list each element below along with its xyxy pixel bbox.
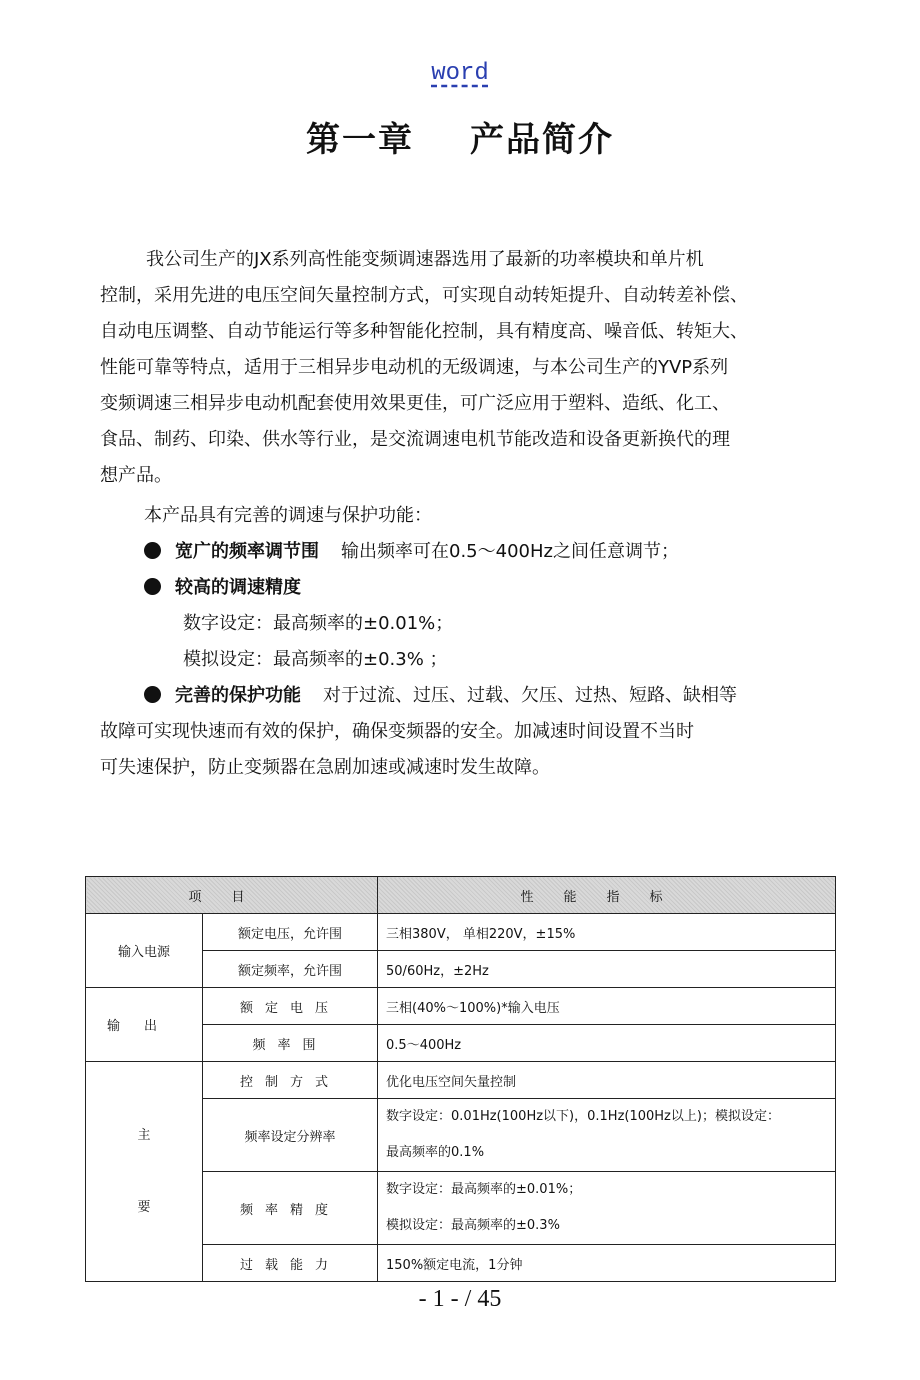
feature-freq-range	[100, 534, 866, 570]
group-output: 输出	[86, 988, 203, 1062]
row-value-line: 最高频率的0.1%	[386, 1145, 485, 1160]
header-word-link[interactable]	[0, 60, 920, 87]
row-value-line: 数字设定：最高频率的±0.01%；	[386, 1182, 582, 1197]
table-row	[86, 988, 836, 1025]
row-label: 控制方式	[203, 1062, 378, 1099]
protection-desc-line: 可失速保护，防止变频器在急剧加速或减速时发生故障。	[100, 757, 550, 778]
table-row	[86, 1062, 836, 1099]
precision-digital: 数字设定：最高频率的±0.01%；	[183, 613, 454, 634]
row-value-line: 模拟设定：最高频率的±0.3%	[386, 1218, 560, 1233]
intro-line: 控制，采用先进的电压空间矢量控制方式，可实现自动转矩提升、自动转差补偿、	[100, 285, 748, 306]
row-label: 额定频率，允许围	[203, 951, 378, 988]
intro-line: 变频调速三相异步电动机配套使用效果更佳，可广泛应用于塑料、造纸、化工、	[100, 393, 730, 414]
intro-line: 性能可靠等特点，适用于三相异步电动机的无级调速，与本公司生产的YVP系列	[100, 357, 729, 378]
group-input-power: 输入电源	[86, 914, 203, 988]
row-value: 三相(40%～100%)*输入电压	[378, 988, 836, 1025]
row-label: 频率围	[203, 1025, 378, 1062]
row-label: 额定电压，允许围	[203, 914, 378, 951]
intro-line: 自动电压调整、自动节能运行等多种智能化控制，具有精度高、噪音低、转矩大、	[100, 321, 748, 342]
feature-protection	[100, 678, 866, 714]
features-intro: 本产品具有完善的调速与保护功能：	[144, 505, 432, 526]
row-value: 三相380V， 单相220V，±15%	[378, 914, 836, 951]
page-number: - 1 - / 45	[418, 1286, 502, 1312]
bullet-icon	[144, 542, 161, 559]
feature-title: 较高的调速精度	[175, 577, 301, 598]
feature-title: 完善的保护功能	[175, 685, 301, 706]
intro-line: 我公司生产的JX系列高性能变频调速器选用了最新的功率模块和单片机	[146, 249, 704, 270]
spec-table	[85, 876, 836, 1282]
header-spec: 性能指标	[378, 877, 836, 914]
bullet-icon	[144, 578, 161, 595]
row-value-line: 数字设定：0.01Hz(100Hz以下)，0.1Hz(100Hz以上)；模拟设定：	[386, 1109, 780, 1124]
precision-analog: 模拟设定：最高频率的±0.3% ；	[183, 649, 448, 670]
row-value: 优化电压空间矢量控制	[378, 1062, 836, 1099]
row-value: 50/60Hz，±2Hz	[378, 951, 836, 988]
group-main	[86, 1062, 203, 1282]
bullet-icon	[144, 686, 161, 703]
group-main-char: 主	[137, 1127, 151, 1143]
row-label: 过载能力	[203, 1245, 378, 1282]
feature-precision	[100, 570, 866, 606]
row-label: 额定电压	[203, 988, 378, 1025]
intro-line: 想产品。	[100, 465, 172, 486]
header-word-text[interactable]: word	[431, 60, 489, 87]
feature-title: 宽广的频率调节围	[175, 541, 319, 562]
row-label: 频率设定分辨率	[203, 1099, 378, 1172]
group-main-char: 要	[137, 1199, 151, 1215]
protection-desc-line: 故障可实现快速而有效的保护，确保变频器的安全。加减速时间设置不当时	[100, 721, 694, 742]
chapter-name: 产品简介	[470, 120, 614, 160]
table-header-row	[86, 877, 836, 914]
chapter-title	[0, 112, 920, 161]
table-row	[86, 914, 836, 951]
feature-desc: 对于过流、过压、过载、欠压、过热、短路、缺相等	[323, 685, 737, 706]
intro-line: 食品、制药、印染、供水等行业，是交流调速电机节能改造和设备更新换代的理	[100, 429, 730, 450]
chapter-number: 第一章	[306, 120, 414, 160]
header-item: 项目	[86, 877, 378, 914]
row-value: 150%额定电流，1分钟	[378, 1245, 836, 1282]
intro-paragraph	[100, 242, 822, 494]
row-label: 频率精度	[203, 1172, 378, 1245]
row-value: 0.5～400Hz	[378, 1025, 836, 1062]
row-value	[378, 1172, 836, 1245]
row-value	[378, 1099, 836, 1172]
feature-desc: 输出频率可在0.5～400Hz之间任意调节；	[341, 541, 679, 562]
